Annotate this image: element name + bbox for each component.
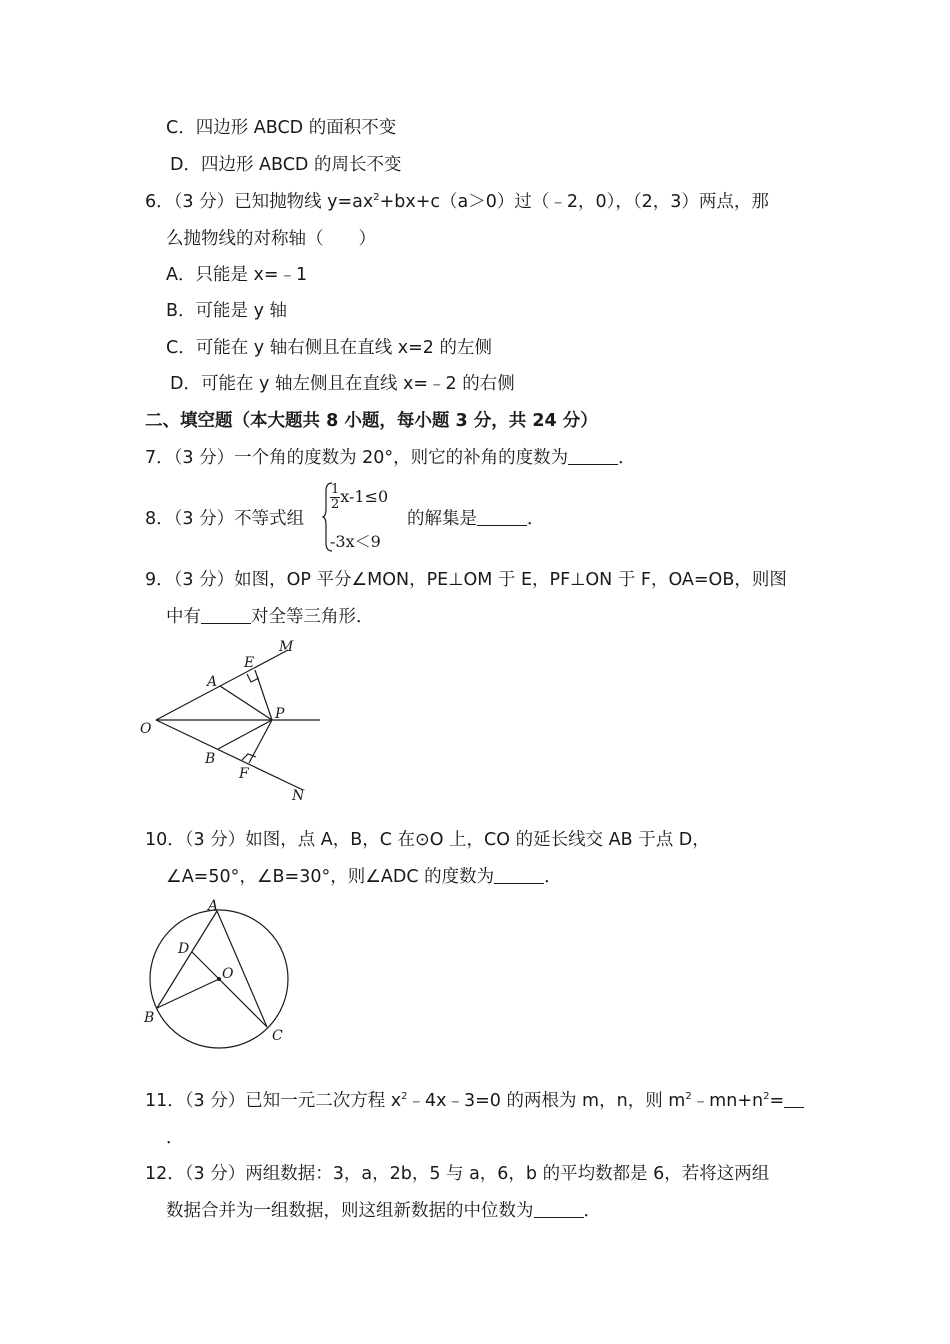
label-o: O xyxy=(140,721,152,737)
q11-text-b: ﹣4x﹣3=0 的两根为 m，n，则 m xyxy=(407,1091,686,1111)
q11-text-a: 11．（3 分）已知一元二次方程 x xyxy=(145,1091,402,1111)
circle-figure xyxy=(138,895,298,1055)
q6-exponent: 2 xyxy=(373,192,380,203)
q12-line2-text: 数据合并为一组数据，则这组新数据的中位数为 xyxy=(166,1201,534,1221)
inequality-1 xyxy=(330,483,388,512)
label-a: A xyxy=(207,674,218,690)
segment-pe xyxy=(255,670,272,720)
label-e: E xyxy=(244,655,255,671)
q6-option-c: C．可能在 y 轴右侧且在直线 x=2 的左侧 xyxy=(166,338,492,358)
q11-line1 xyxy=(145,1089,804,1113)
q6-stem-a: 6．（3 分）已知抛物线 y=ax xyxy=(145,192,374,212)
q10-line2 xyxy=(166,865,562,889)
fraction-denominator: 2 xyxy=(331,497,340,512)
q5-option-d: D．四边形 ABCD 的周长不变 xyxy=(170,155,402,175)
label-b: B xyxy=(205,751,216,767)
q11-text-d: = xyxy=(769,1091,785,1111)
q7-end: ． xyxy=(618,448,636,468)
q8-suffix-text: 的解集是 xyxy=(407,509,477,529)
label-n: N xyxy=(292,788,305,804)
q12-line2 xyxy=(166,1199,601,1223)
label-p: P xyxy=(275,706,285,722)
fraction-half xyxy=(330,483,340,512)
q10-line2-text: ∠A=50°，∠B=30°，则∠ADC 的度数为 xyxy=(166,867,495,887)
label-o: O xyxy=(222,966,234,982)
q11-answer-blank xyxy=(784,1091,804,1108)
angle-bisector-figure xyxy=(138,636,328,806)
segment-dc xyxy=(192,952,267,1027)
q6-stem xyxy=(145,190,769,214)
q8-end: ． xyxy=(527,509,545,529)
q8-suffix xyxy=(407,507,545,531)
section-title: 二、填空题（本大题共 8 小题，每小题 3 分，共 24 分） xyxy=(145,411,598,431)
q11-line2: ． xyxy=(166,1128,184,1148)
q6-option-d: D．可能在 y 轴左侧且在直线 x=﹣2 的右侧 xyxy=(170,374,515,394)
inequality-system xyxy=(322,481,410,553)
q6-option-a: A．只能是 x=﹣1 xyxy=(166,265,308,285)
q9-line2 xyxy=(166,605,374,629)
q9-line1: 9．（3 分）如图，OP 平分∠MON，PE⊥OM 于 E，PF⊥ON 于 F，OA=OB，则图 xyxy=(145,570,787,590)
q8-prefix: 8．（3 分）不等式组 xyxy=(145,509,305,529)
q11-sup2: 2 xyxy=(685,1091,692,1102)
label-m: M xyxy=(279,639,294,655)
label-d: D xyxy=(178,941,190,957)
q6-stem-b: +bx+c（a＞0）过（﹣2，0），（2，3）两点，那 xyxy=(379,192,769,212)
label-b: B xyxy=(144,1010,155,1026)
q11-sup1: 2 xyxy=(401,1091,408,1102)
q10-line1: 10．（3 分）如图，点 A，B，C 在⊙O 上，CO 的延长线交 AB 于点 D， xyxy=(145,830,710,850)
q7-text: 7．（3 分）一个角的度数为 20°，则它的补角的度数为 xyxy=(145,448,569,468)
q9-line2-a: 中有 xyxy=(166,607,201,627)
q5-option-c: C．四边形 ABCD 的面积不变 xyxy=(166,118,397,138)
q11-sup3: 2 xyxy=(763,1091,770,1102)
inequality-2: -3x＜9 xyxy=(330,532,381,551)
q7-answer-blank xyxy=(568,448,618,465)
label-f: F xyxy=(239,766,249,782)
center-dot xyxy=(217,977,221,981)
fraction-numerator: 1 xyxy=(331,482,340,497)
segment-ap xyxy=(220,686,272,720)
label-c: C xyxy=(272,1028,283,1044)
label-a: A xyxy=(208,898,219,914)
ray-on xyxy=(156,720,303,790)
q9-line2-b: 对全等三角形． xyxy=(251,607,374,627)
q6-stem-line2: 么抛物线的对称轴（ ） xyxy=(166,229,376,249)
q12-line1: 12．（3 分）两组数据：3，a，2b，5 与 a，6，b 的平均数都是 6，若将这两组 xyxy=(145,1164,770,1184)
inequality-1-rest: x-1≤0 xyxy=(340,487,389,506)
q10-end: ． xyxy=(544,867,562,887)
q11-text-c: ﹣mn+n xyxy=(691,1091,764,1111)
q10-answer-blank xyxy=(494,867,544,884)
q6-option-b: B．可能是 y 轴 xyxy=(166,301,287,321)
q9-answer-blank xyxy=(201,607,251,624)
q12-answer-blank xyxy=(534,1201,584,1218)
q7 xyxy=(145,446,636,470)
q8-answer-blank xyxy=(477,509,527,526)
q12-end: ． xyxy=(583,1201,601,1221)
